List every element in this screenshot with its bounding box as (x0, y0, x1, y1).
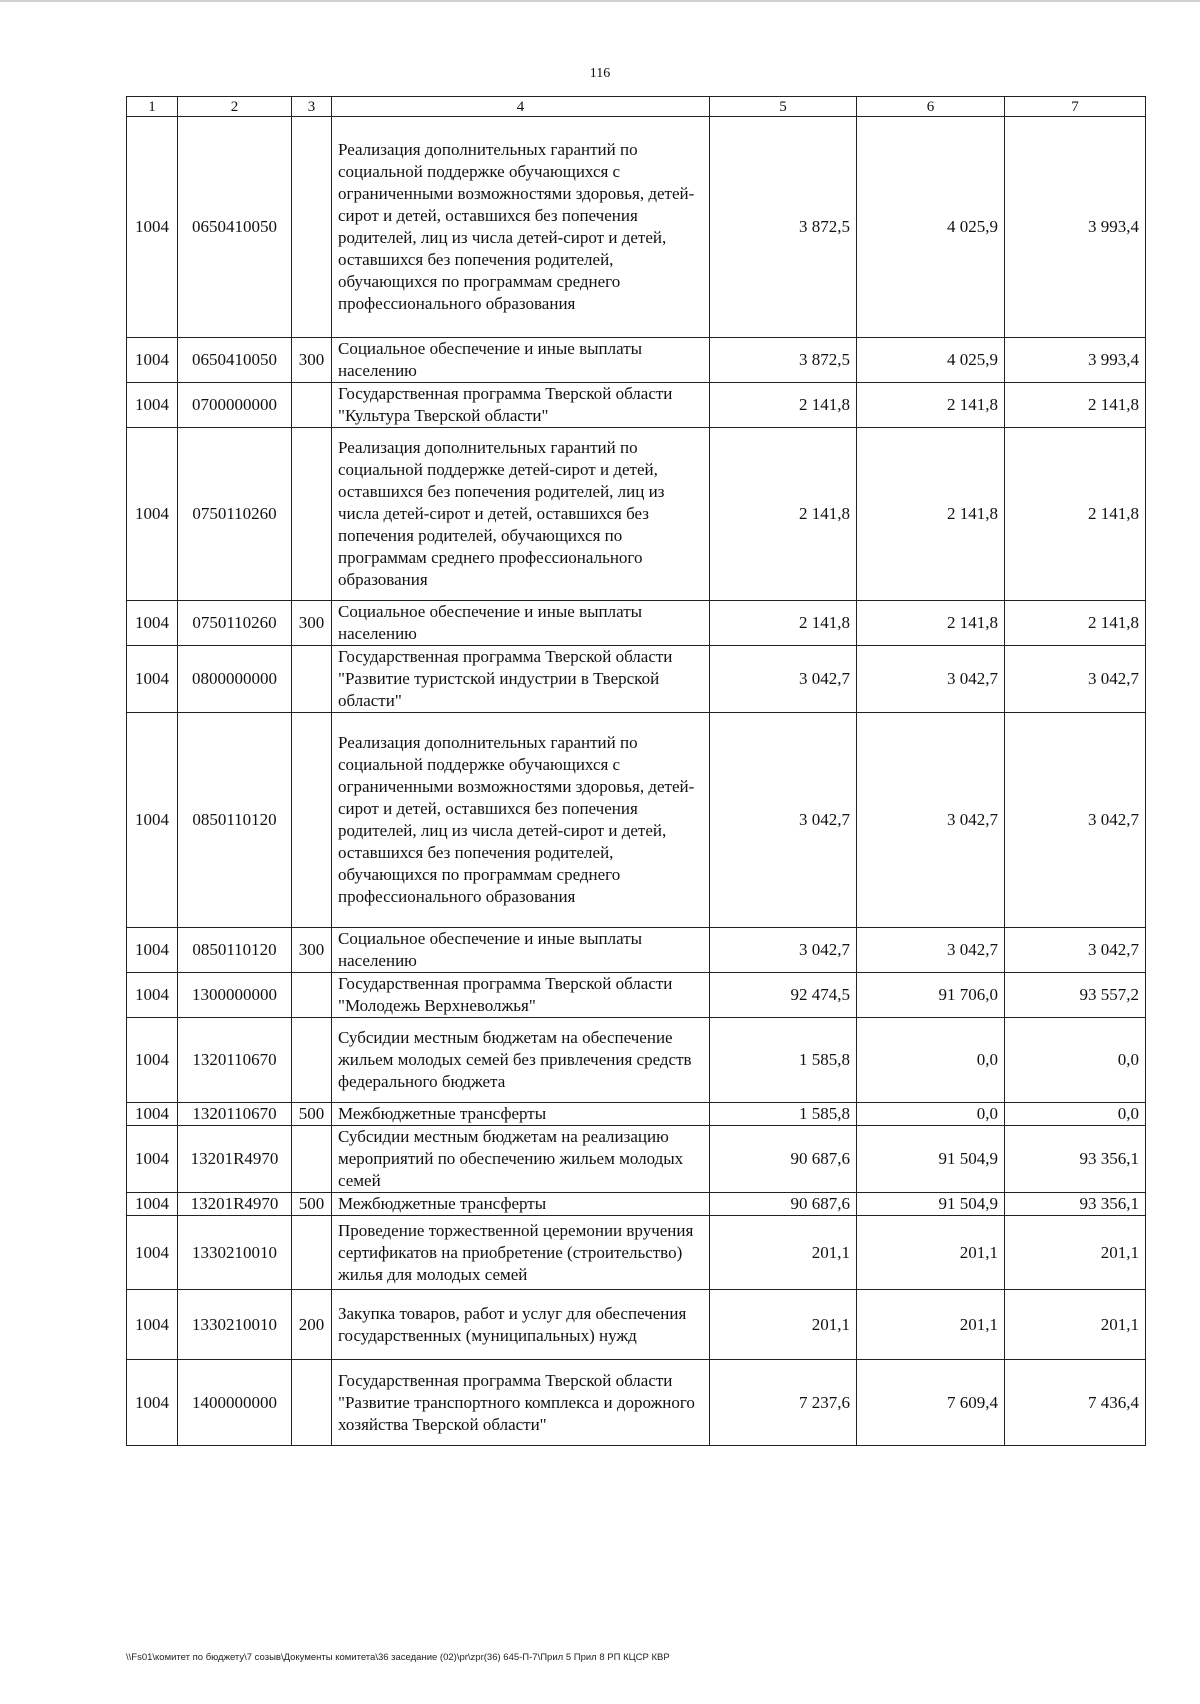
cell-section-code: 1004 (127, 1290, 178, 1360)
table-row (127, 1360, 1146, 1446)
cell-section-code: 1004 (127, 338, 178, 383)
cell-amount-col6: 4 025,9 (857, 117, 1005, 338)
cell-section-code: 1004 (127, 1103, 178, 1126)
cell-section-code: 1004 (127, 117, 178, 338)
cell-expense-type: 200 (292, 1290, 332, 1360)
footer-file-path: \\Fs01\комитет по бюджету\7 созыв\Документы комитета\36 заседание (02)\pr\zpr(36) 645-П-7\Прил 5 Прил 8 РП КЦСР КВР (126, 1652, 670, 1663)
cell-target-code: 0750110260 (178, 428, 292, 601)
cell-target-code: 1320110670 (178, 1018, 292, 1103)
cell-amount-col7: 0,0 (1005, 1103, 1146, 1126)
cell-target-code: 0850110120 (178, 928, 292, 973)
cell-target-code: 13201R4970 (178, 1126, 292, 1193)
cell-amount-col5: 3 042,7 (710, 646, 857, 713)
cell-amount-col7: 201,1 (1005, 1216, 1146, 1290)
cell-target-code: 1400000000 (178, 1360, 292, 1446)
cell-expense-type: 300 (292, 928, 332, 973)
cell-amount-col7: 2 141,8 (1005, 428, 1146, 601)
cell-amount-col5: 3 042,7 (710, 928, 857, 973)
cell-section-code: 1004 (127, 973, 178, 1018)
column-header-4: 4 (332, 97, 710, 117)
cell-target-code: 1330210010 (178, 1290, 292, 1360)
cell-target-code: 0750110260 (178, 601, 292, 646)
cell-amount-col5: 3 872,5 (710, 338, 857, 383)
column-header-5: 5 (710, 97, 857, 117)
cell-amount-col5: 1 585,8 (710, 1103, 857, 1126)
cell-amount-col6: 0,0 (857, 1018, 1005, 1103)
cell-amount-col5: 7 237,6 (710, 1360, 857, 1446)
cell-expense-type: 300 (292, 601, 332, 646)
cell-expense-type (292, 1360, 332, 1446)
cell-item-name: Социальное обеспечение и иные выплаты населению (332, 338, 710, 383)
cell-section-code: 1004 (127, 383, 178, 428)
page-top-edge (0, 0, 1200, 2)
cell-target-code: 0850110120 (178, 713, 292, 928)
cell-expense-type: 300 (292, 338, 332, 383)
cell-item-name: Реализация дополнительных гарантий по социальной поддержке детей-сирот и детей, оставшихся без попечения родителей, лиц из числа детей-сирот и детей, оставшихся без попечения родителей, обучающихся по программам среднего профессионального образования (332, 428, 710, 601)
cell-item-name: Государственная программа Тверской области "Развитие туристской индустрии в Тверской области" (332, 646, 710, 713)
cell-target-code: 0700000000 (178, 383, 292, 428)
cell-amount-col6: 4 025,9 (857, 338, 1005, 383)
cell-amount-col6: 201,1 (857, 1216, 1005, 1290)
cell-amount-col6: 91 706,0 (857, 973, 1005, 1018)
cell-target-code: 0650410050 (178, 338, 292, 383)
cell-amount-col5: 1 585,8 (710, 1018, 857, 1103)
cell-item-name: Межбюджетные трансферты (332, 1103, 710, 1126)
cell-amount-col7: 3 993,4 (1005, 338, 1146, 383)
cell-item-name: Государственная программа Тверской области "Молодежь Верхневолжья" (332, 973, 710, 1018)
cell-amount-col5: 201,1 (710, 1290, 857, 1360)
header-row (127, 97, 1146, 117)
cell-section-code: 1004 (127, 713, 178, 928)
cell-amount-col7: 93 356,1 (1005, 1126, 1146, 1193)
cell-amount-col5: 2 141,8 (710, 428, 857, 601)
cell-amount-col7: 201,1 (1005, 1290, 1146, 1360)
cell-expense-type: 500 (292, 1193, 332, 1216)
cell-amount-col6: 7 609,4 (857, 1360, 1005, 1446)
cell-amount-col7: 3 993,4 (1005, 117, 1146, 338)
cell-section-code: 1004 (127, 928, 178, 973)
cell-amount-col7: 2 141,8 (1005, 601, 1146, 646)
cell-section-code: 1004 (127, 1216, 178, 1290)
cell-amount-col5: 3 042,7 (710, 713, 857, 928)
table-row (127, 117, 1146, 338)
cell-expense-type: 500 (292, 1103, 332, 1126)
cell-amount-col5: 3 872,5 (710, 117, 857, 338)
cell-item-name: Государственная программа Тверской области "Развитие транспортного комплекса и дорожного хозяйства Тверской области" (332, 1360, 710, 1446)
cell-expense-type (292, 1018, 332, 1103)
column-header-3: 3 (292, 97, 332, 117)
column-header-2: 2 (178, 97, 292, 117)
budget-table (126, 96, 1146, 1446)
cell-section-code: 1004 (127, 646, 178, 713)
table-row (127, 1290, 1146, 1360)
cell-section-code: 1004 (127, 1126, 178, 1193)
cell-expense-type (292, 646, 332, 713)
cell-section-code: 1004 (127, 1193, 178, 1216)
cell-target-code: 1300000000 (178, 973, 292, 1018)
cell-expense-type (292, 117, 332, 338)
cell-amount-col7: 3 042,7 (1005, 713, 1146, 928)
cell-amount-col6: 2 141,8 (857, 601, 1005, 646)
table-row (127, 601, 1146, 646)
cell-section-code: 1004 (127, 1018, 178, 1103)
cell-expense-type (292, 428, 332, 601)
cell-target-code: 1330210010 (178, 1216, 292, 1290)
table-header (127, 97, 1146, 117)
table-row (127, 338, 1146, 383)
cell-amount-col6: 2 141,8 (857, 383, 1005, 428)
cell-amount-col7: 7 436,4 (1005, 1360, 1146, 1446)
table-row (127, 428, 1146, 601)
cell-amount-col7: 2 141,8 (1005, 383, 1146, 428)
cell-section-code: 1004 (127, 1360, 178, 1446)
cell-expense-type (292, 973, 332, 1018)
table-row (127, 383, 1146, 428)
cell-item-name: Субсидии местным бюджетам на реализацию мероприятий по обеспечению жильем молодых семей (332, 1126, 710, 1193)
cell-item-name: Государственная программа Тверской области "Культура Тверской области" (332, 383, 710, 428)
cell-item-name: Социальное обеспечение и иные выплаты населению (332, 601, 710, 646)
cell-amount-col6: 0,0 (857, 1103, 1005, 1126)
cell-item-name: Закупка товаров, работ и услуг для обеспечения государственных (муниципальных) нужд (332, 1290, 710, 1360)
table-row (127, 1126, 1146, 1193)
table-row (127, 928, 1146, 973)
cell-amount-col5: 90 687,6 (710, 1126, 857, 1193)
cell-item-name: Межбюджетные трансферты (332, 1193, 710, 1216)
cell-amount-col7: 93 557,2 (1005, 973, 1146, 1018)
page-number: 116 (589, 66, 611, 81)
cell-amount-col5: 90 687,6 (710, 1193, 857, 1216)
cell-amount-col6: 3 042,7 (857, 928, 1005, 973)
cell-item-name: Реализация дополнительных гарантий по социальной поддержке обучающихся с ограниченными возможностями здоровья, детей-сирот и детей, оставшихся без попечения родителей, лиц из числа детей-сирот и детей, оставшихся без попечения родителей, обучающихся по программам среднего профессионального образования (332, 713, 710, 928)
cell-amount-col6: 2 141,8 (857, 428, 1005, 601)
column-header-7: 7 (1005, 97, 1146, 117)
table-row (127, 1103, 1146, 1126)
table-row (127, 973, 1146, 1018)
cell-item-name: Реализация дополнительных гарантий по социальной поддержке обучающихся с ограниченными возможностями здоровья, детей-сирот и детей, оставшихся без попечения родителей, лиц из числа детей-сирот и детей, оставшихся без попечения родителей, обучающихся по программам среднего профессионального образования (332, 117, 710, 338)
cell-amount-col5: 201,1 (710, 1216, 857, 1290)
cell-amount-col7: 93 356,1 (1005, 1193, 1146, 1216)
cell-item-name: Субсидии местным бюджетам на обеспечение жильем молодых семей без привлечения средств федерального бюджета (332, 1018, 710, 1103)
column-header-6: 6 (857, 97, 1005, 117)
cell-amount-col7: 3 042,7 (1005, 928, 1146, 973)
cell-target-code: 13201R4970 (178, 1193, 292, 1216)
cell-amount-col6: 91 504,9 (857, 1126, 1005, 1193)
cell-amount-col5: 92 474,5 (710, 973, 857, 1018)
cell-item-name: Проведение торжественной церемонии вручения сертификатов на приобретение (строительство) жилья для молодых семей (332, 1216, 710, 1290)
table-row (127, 1018, 1146, 1103)
cell-expense-type (292, 1126, 332, 1193)
table-row (127, 1193, 1146, 1216)
cell-amount-col6: 91 504,9 (857, 1193, 1005, 1216)
cell-amount-col6: 201,1 (857, 1290, 1005, 1360)
cell-target-code: 0650410050 (178, 117, 292, 338)
column-header-1: 1 (127, 97, 178, 117)
table-row (127, 646, 1146, 713)
cell-amount-col6: 3 042,7 (857, 713, 1005, 928)
cell-expense-type (292, 1216, 332, 1290)
cell-section-code: 1004 (127, 428, 178, 601)
table-row (127, 1216, 1146, 1290)
cell-expense-type (292, 383, 332, 428)
cell-section-code: 1004 (127, 601, 178, 646)
cell-amount-col5: 2 141,8 (710, 601, 857, 646)
cell-item-name: Социальное обеспечение и иные выплаты населению (332, 928, 710, 973)
cell-amount-col5: 2 141,8 (710, 383, 857, 428)
cell-target-code: 0800000000 (178, 646, 292, 713)
cell-expense-type (292, 713, 332, 928)
cell-amount-col7: 3 042,7 (1005, 646, 1146, 713)
cell-amount-col6: 3 042,7 (857, 646, 1005, 713)
cell-amount-col7: 0,0 (1005, 1018, 1146, 1103)
cell-target-code: 1320110670 (178, 1103, 292, 1126)
table-row (127, 713, 1146, 928)
table-body (127, 117, 1146, 1446)
